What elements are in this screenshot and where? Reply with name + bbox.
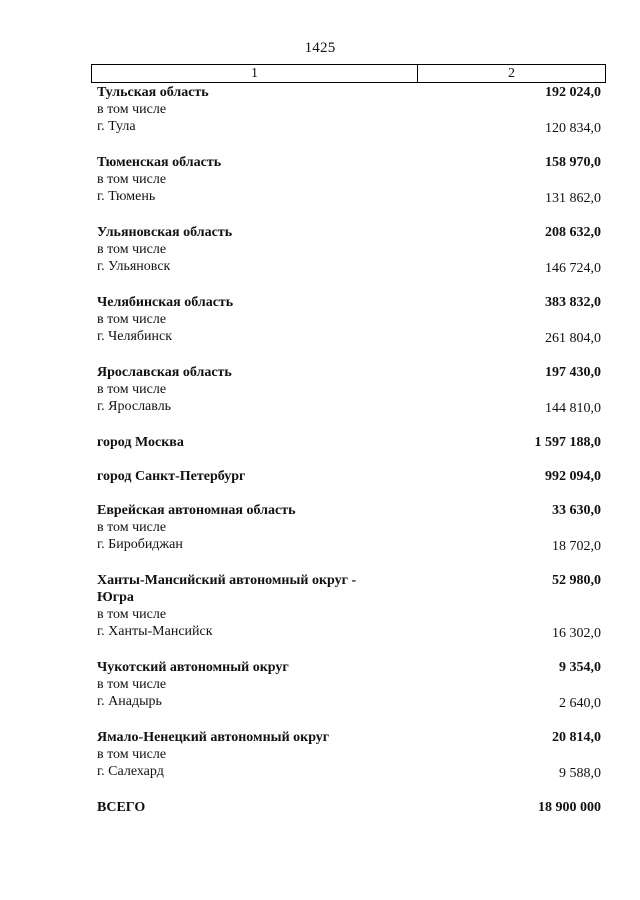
- region-name: Ульяновская область: [97, 225, 233, 240]
- region-value: 18 900 000: [538, 800, 601, 815]
- subtitle-row: [97, 746, 601, 763]
- region-row: [97, 659, 601, 676]
- header-column-2: 2: [508, 65, 515, 81]
- city-row: [97, 623, 601, 642]
- region-name: Ярославская область: [97, 365, 232, 380]
- region-row: [97, 294, 601, 311]
- table-row-group: [97, 294, 601, 347]
- city-row: [97, 536, 601, 555]
- region-name: Ямало-Ненецкий автономный округ: [97, 730, 330, 745]
- city-value: 261 804,0: [545, 331, 601, 346]
- page-number: 1425: [304, 40, 336, 56]
- table-header: [91, 64, 606, 83]
- table-row-group: [97, 224, 601, 277]
- city-name: г. Тула: [97, 119, 136, 134]
- region-name: Тульская область: [97, 85, 209, 100]
- including-label: в том числе: [97, 172, 167, 187]
- city-value: 131 862,0: [545, 191, 601, 206]
- city-value: 146 724,0: [545, 261, 601, 276]
- region-value: 383 832,0: [545, 295, 601, 310]
- region-value: 192 024,0: [545, 85, 601, 100]
- city-row: [97, 693, 601, 712]
- city-name: г. Челябинск: [97, 329, 173, 344]
- including-label: в том числе: [97, 382, 167, 397]
- region-row: [97, 84, 601, 101]
- region-name: ВСЕГО: [97, 800, 146, 815]
- city-value: 144 810,0: [545, 401, 601, 416]
- region-value: 208 632,0: [545, 225, 601, 240]
- including-label: в том числе: [97, 747, 167, 762]
- region-row: [97, 729, 601, 746]
- region-name: Тюменская область: [97, 155, 222, 170]
- region-name: Еврейская автономная область: [97, 503, 296, 518]
- city-name: г. Биробиджан: [97, 537, 183, 552]
- subtitle-row: [97, 171, 601, 188]
- table-row-group: [97, 434, 601, 451]
- city-name: г. Ульяновск: [97, 259, 171, 274]
- subtitle-row: [97, 311, 601, 328]
- region-row: [97, 502, 601, 519]
- region-name: Чукотский автономный округ: [97, 660, 289, 675]
- city-name: г. Анадырь: [97, 694, 162, 709]
- city-row: [97, 398, 601, 417]
- city-name: г. Ханты-Мансийск: [97, 624, 213, 639]
- region-row: [97, 468, 601, 485]
- table-row-group: [97, 729, 601, 782]
- including-label: в том числе: [97, 312, 167, 327]
- city-row: [97, 258, 601, 277]
- city-value: 18 702,0: [552, 539, 601, 554]
- region-name: город Москва: [97, 435, 184, 450]
- subtitle-row: [97, 381, 601, 398]
- header-column-1: 1: [92, 65, 418, 82]
- region-row: [97, 572, 601, 606]
- table-row-group: [97, 799, 601, 816]
- city-name: г. Салехард: [97, 764, 164, 779]
- subtitle-row: [97, 241, 601, 258]
- region-value: 197 430,0: [545, 365, 601, 380]
- city-row: [97, 328, 601, 347]
- city-row: [97, 763, 601, 782]
- region-row: [97, 224, 601, 241]
- city-value: 16 302,0: [552, 626, 601, 641]
- region-row: [97, 154, 601, 171]
- table-row-group: [97, 468, 601, 485]
- region-value: 992 094,0: [545, 469, 601, 484]
- region-name: Ханты-Мансийский автономный округ - Югра: [97, 573, 357, 605]
- table-row-group: [97, 659, 601, 712]
- including-label: в том числе: [97, 102, 167, 117]
- city-row: [97, 188, 601, 207]
- table-row-group: [97, 502, 601, 555]
- region-row: [97, 434, 601, 451]
- region-name: Челябинская область: [97, 295, 234, 310]
- subtitle-row: [97, 676, 601, 693]
- region-value: 33 630,0: [552, 503, 601, 518]
- table-row-group: [97, 572, 601, 642]
- table-row-group: [97, 84, 601, 137]
- region-value: 158 970,0: [545, 155, 601, 170]
- city-value: 9 588,0: [559, 766, 601, 781]
- city-row: [97, 118, 601, 137]
- table-row-group: [97, 364, 601, 417]
- region-row: [97, 364, 601, 381]
- region-value: 52 980,0: [552, 573, 601, 588]
- city-name: г. Тюмень: [97, 189, 156, 204]
- table-row-group: [97, 154, 601, 207]
- including-label: в том числе: [97, 242, 167, 257]
- region-value: 20 814,0: [552, 730, 601, 745]
- including-label: в том числе: [97, 607, 167, 622]
- region-row: [97, 799, 601, 816]
- region-value: 1 597 188,0: [534, 435, 601, 450]
- city-name: г. Ярославль: [97, 399, 172, 414]
- region-name: город Санкт-Петербург: [97, 469, 246, 484]
- table-body: [97, 84, 601, 833]
- city-value: 120 834,0: [545, 121, 601, 136]
- city-value: 2 640,0: [559, 696, 601, 711]
- including-label: в том числе: [97, 520, 167, 535]
- subtitle-row: [97, 519, 601, 536]
- subtitle-row: [97, 606, 601, 623]
- including-label: в том числе: [97, 677, 167, 692]
- region-value: 9 354,0: [559, 660, 601, 675]
- subtitle-row: [97, 101, 601, 118]
